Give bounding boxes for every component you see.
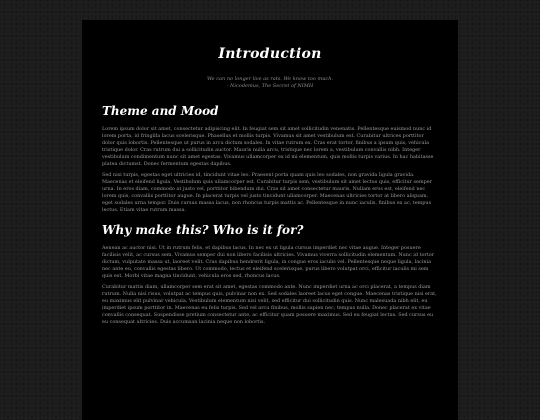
article-page (82, 20, 458, 420)
section-paragraph: Lorem ipsum dolor sit amet, consectetur adipiscing elit. In feugiat sem sit amet sollicitudin venenatis. Pellentesque euismod nunc id lorem porta, id fringilla lacus scelerisque. Phasellus et mollis turpis. Vivamus sit amet vestibulum est. Curabitur ultrices porttitor dolor quis lobortis. Pellentesque ut purus in arcu dictum sodales. In vitae rutrum ex. Cras erat tortor, finibus a ipsum quis, vehicula tristique dolor. Cras rutrum dui a sollicitudin auctor. Mauris nulla arcu, tristique nec lorem a, vestibulum convallis nibh. Integer vestibulum condimentum nunc sit amet egestas. Vivamus ullamcorper ex id mi elementum, quis mollis turpis varius. In hac habitasse platea dictumst. Donec fermentum egestas dapibus. (102, 126, 434, 167)
epigraph-speaker: - Nicodemus, (226, 83, 262, 89)
section-paragraph: Curabitur mattis diam, ullamcorper sem erat sit amet, egestas commodo ante. Nunc imperdiet urna ac orci placerat, a tempus diam rutrum. Nulla nisi risus, volutpat ac tempus quis, pulvinar non ex. Sed sodales laoreet lacus eget congue. Maecenas tristique nisi erat, eu maximus elit pulvinar vehicula. Vestibulum elementum nisi velit, sed efficitur dui sollicitudin quis. Nunc malesuada nibh elit, eu imperdiet ipsum porttitor in. Maecenas eu felis turpis. Sed vel arcu finibus, mollis sapien nec, tempus nulla. Donec placerat ex vitae convallis consequat. Suspendisse pretium consectetur ante, ac efficitur quam posuere maximus. Sed eu feugiat lectus. Sed cursus eu eu consequat ultricies. Duis accumsan lacinia neque non lobortis. (102, 284, 437, 325)
page-title: Introduction (218, 46, 322, 62)
epigraph (102, 76, 438, 90)
epigraph-attribution (102, 83, 438, 90)
section-heading-theme: Theme and Mood (102, 104, 219, 118)
section-paragraph: Sed nisi turpis, egestas eget ultricies id, tincidunt vitae leo. Praesent porta quam quis leo sodales, non gravida ligula gravida. Maecenas et eleifend ligula. Vestibulum quis ullamcorper est. Curabitur turpis sem, vestibulum sit amet lectus quis, efficitur semper urna. In eros diam, commodo at justo vel, porttitor bibendum dui. Cras sit amet consectetur mauris. Nullam eros est, eleifend nec lorem quis, convallis porttitor augue. In placerat turpis vel justo tincidunt ullamcorper. Maecenas ultricies tortor at libero aliquam, eget sodales urna tempor. Duis cursus massa lacus, non rhoncus turpis mattis ac. Pellentesque in nunc iaculis, finibus ex ac, tempus lectus. Etiam vitae rutrum massa. (102, 172, 432, 213)
epigraph-quote: We can no longer live as rats. We know too much. (206, 76, 334, 82)
section-heading-why: Why make this? Who is it for? (102, 222, 304, 237)
epigraph-source: The Secret of NIMH (261, 83, 314, 89)
section-paragraph: Aenean ac auctor nisi. Ut in rutrum felis, et dapibus lacus. In nec ex ut ligula cursus imperdiet nec vitae augue. Integer posuere facilisis velit, ac cursus sem. Vivamus semper dui non libero facilisis ultricies. Vivamus viverra sollicitudin elementum. Nunc id tortor dictum, vulputate massa ut, laoreet velit. Cras dapibus hendrerit ligula, in congue eros iaculis vel. Pellentesque neque ligula, lacinia nec ante eu, convallis egestas libero. Ut commodo, lectus et eleifend scelerisque, purus libero volutpat orci, efficitur iaculis mi sem quis est. Morbi vitae magna tincidunt, vehicula eros sed, rhoncus lacus. (102, 244, 434, 279)
